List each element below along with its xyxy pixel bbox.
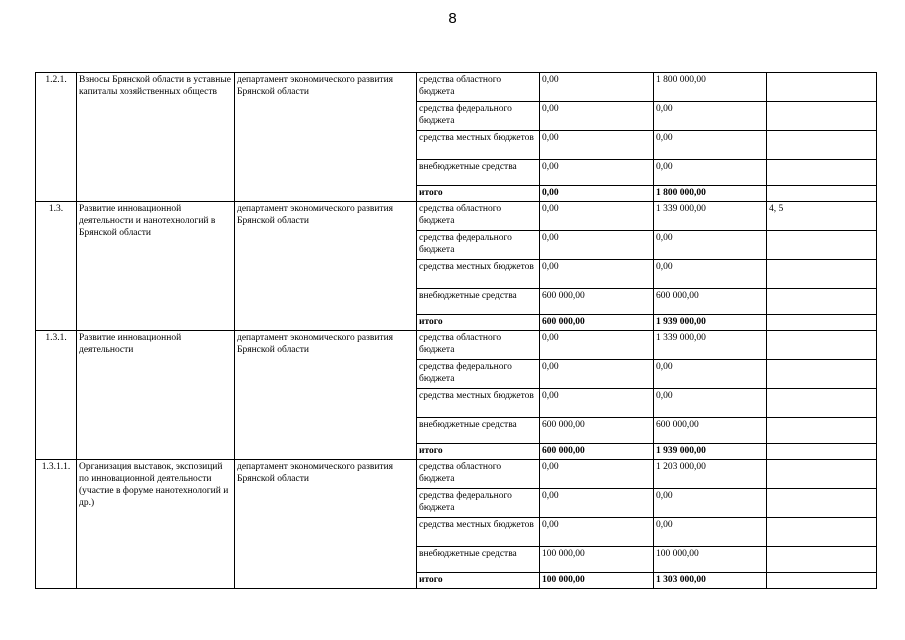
note-cell	[767, 489, 877, 518]
amount-col1: 600 000,00	[540, 444, 654, 460]
amount-col2: 0,00	[654, 389, 767, 418]
funding-source: средства местных бюджетов	[417, 389, 540, 418]
note-cell	[767, 444, 877, 460]
amount-col1: 0,00	[540, 73, 654, 102]
funding-source: внебюджетные средства	[417, 418, 540, 444]
amount-col1: 0,00	[540, 489, 654, 518]
funding-source: средства областного бюджета	[417, 73, 540, 102]
funding-source: внебюджетные средства	[417, 160, 540, 186]
funding-source: средства областного бюджета	[417, 331, 540, 360]
amount-col1: 0,00	[540, 202, 654, 231]
funding-source: средства местных бюджетов	[417, 518, 540, 547]
amount-col2: 1 939 000,00	[654, 444, 767, 460]
amount-col1: 0,00	[540, 186, 654, 202]
budget-table	[35, 72, 877, 589]
table-row	[36, 331, 877, 360]
note-cell	[767, 160, 877, 186]
funding-source: внебюджетные средства	[417, 289, 540, 315]
amount-col2: 0,00	[654, 131, 767, 160]
funding-source: средства местных бюджетов	[417, 131, 540, 160]
funding-source: средства федерального бюджета	[417, 231, 540, 260]
amount-col1: 100 000,00	[540, 573, 654, 589]
amount-col2: 1 800 000,00	[654, 186, 767, 202]
funding-source: средства федерального бюджета	[417, 102, 540, 131]
amount-col1: 0,00	[540, 360, 654, 389]
note-cell	[767, 460, 877, 489]
page-number: 8	[448, 10, 457, 27]
table-row	[36, 73, 877, 102]
note-cell	[767, 186, 877, 202]
amount-col1: 0,00	[540, 518, 654, 547]
item-name: Развитие инновационной деятельности	[77, 331, 235, 460]
item-executor: департамент экономического развития Брянской области	[235, 460, 417, 589]
amount-col1: 0,00	[540, 102, 654, 131]
item-executor: департамент экономического развития Брянской области	[235, 202, 417, 331]
amount-col1: 100 000,00	[540, 547, 654, 573]
note-cell	[767, 331, 877, 360]
amount-col2: 0,00	[654, 360, 767, 389]
amount-col2: 100 000,00	[654, 547, 767, 573]
funding-source: внебюджетные средства	[417, 547, 540, 573]
amount-col2: 1 339 000,00	[654, 331, 767, 360]
amount-col2: 0,00	[654, 489, 767, 518]
item-name: Организация выставок, экспозиций по инновационной деятельности (участие в форуме нанотехнологий и др.)	[77, 460, 235, 589]
total-label: итого	[417, 315, 540, 331]
table-body	[36, 73, 877, 589]
amount-col1: 0,00	[540, 231, 654, 260]
amount-col2: 0,00	[654, 231, 767, 260]
funding-source: средства федерального бюджета	[417, 489, 540, 518]
amount-col1: 600 000,00	[540, 315, 654, 331]
table-row	[36, 460, 877, 489]
note-cell	[767, 418, 877, 444]
item-name: Взносы Брянской области в уставные капиталы хозяйственных обществ	[77, 73, 235, 202]
amount-col1: 600 000,00	[540, 289, 654, 315]
item-number: 1.3.	[36, 202, 77, 331]
amount-col1: 0,00	[540, 260, 654, 289]
note-cell	[767, 547, 877, 573]
amount-col2: 0,00	[654, 102, 767, 131]
amount-col2: 1 939 000,00	[654, 315, 767, 331]
note-cell	[767, 231, 877, 260]
amount-col2: 1 339 000,00	[654, 202, 767, 231]
note-cell	[767, 260, 877, 289]
funding-source: средства областного бюджета	[417, 460, 540, 489]
note-cell	[767, 315, 877, 331]
note-cell	[767, 360, 877, 389]
total-label: итого	[417, 573, 540, 589]
amount-col2: 0,00	[654, 160, 767, 186]
amount-col2: 600 000,00	[654, 289, 767, 315]
item-executor: департамент экономического развития Брянской области	[235, 73, 417, 202]
item-executor: департамент экономического развития Брянской области	[235, 331, 417, 460]
amount-col2: 1 203 000,00	[654, 460, 767, 489]
note-cell	[767, 389, 877, 418]
amount-col2: 1 800 000,00	[654, 73, 767, 102]
amount-col2: 1 303 000,00	[654, 573, 767, 589]
item-number: 1.2.1.	[36, 73, 77, 202]
amount-col1: 600 000,00	[540, 418, 654, 444]
note-cell	[767, 73, 877, 102]
total-label: итого	[417, 186, 540, 202]
note-cell	[767, 131, 877, 160]
amount-col1: 0,00	[540, 460, 654, 489]
note-cell: 4, 5	[767, 202, 877, 231]
amount-col1: 0,00	[540, 331, 654, 360]
item-number: 1.3.1.1.	[36, 460, 77, 589]
item-number: 1.3.1.	[36, 331, 77, 460]
total-label: итого	[417, 444, 540, 460]
note-cell	[767, 573, 877, 589]
note-cell	[767, 289, 877, 315]
item-name: Развитие инновационной деятельности и нанотехнологий в Брянской области	[77, 202, 235, 331]
funding-source: средства областного бюджета	[417, 202, 540, 231]
amount-col1: 0,00	[540, 160, 654, 186]
amount-col2: 600 000,00	[654, 418, 767, 444]
amount-col1: 0,00	[540, 389, 654, 418]
amount-col1: 0,00	[540, 131, 654, 160]
note-cell	[767, 102, 877, 131]
amount-col2: 0,00	[654, 518, 767, 547]
note-cell	[767, 518, 877, 547]
table-row	[36, 202, 877, 231]
funding-source: средства местных бюджетов	[417, 260, 540, 289]
funding-source: средства федерального бюджета	[417, 360, 540, 389]
amount-col2: 0,00	[654, 260, 767, 289]
